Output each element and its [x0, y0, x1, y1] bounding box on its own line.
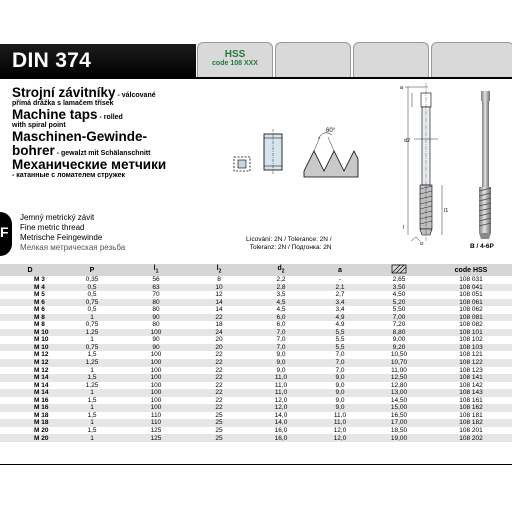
table-cell: 108 142: [459, 381, 483, 389]
table-cell: 4,9: [335, 321, 345, 329]
table-cell: 7,0: [250, 344, 312, 352]
table-cell: 2,1: [312, 284, 368, 292]
dim-l2-label: l2: [420, 241, 424, 246]
table-cell: 9,0: [276, 366, 286, 374]
table-cell: 9,0: [335, 381, 345, 389]
table-cell: 10,50: [390, 351, 408, 359]
table-cell: 108 041: [430, 284, 512, 292]
table-cell: 108 051: [459, 291, 483, 299]
table-cell: 108 081: [430, 314, 512, 322]
table-cell: M 14: [0, 374, 60, 382]
name-cz-sub: přímá drážka s lamačem třísek: [12, 100, 114, 107]
table-cell: 1,5: [87, 396, 97, 404]
table-cell: 5,20: [368, 299, 430, 307]
col-a: a: [312, 264, 368, 276]
thread-line-en: Fine metric thread: [20, 223, 85, 232]
table-cell: M 16: [34, 396, 49, 404]
table-cell: 108 143: [430, 389, 512, 397]
table-row: [0, 412, 512, 420]
table-cell: M 12: [0, 359, 60, 367]
table-cell: M 8: [34, 321, 45, 329]
table-row: [0, 351, 512, 359]
thread-line-ru: Мелкая метрическая резьба: [20, 243, 126, 252]
table-cell: 108 082: [459, 321, 483, 329]
table-row: [0, 427, 512, 435]
technical-drawing: [0, 79, 512, 260]
table-cell: 1,5: [87, 426, 97, 434]
table-cell: 110: [150, 411, 162, 419]
table-cell: 100: [150, 396, 162, 404]
table-cell: 6,0: [276, 321, 286, 329]
table-cell: 14,0: [274, 411, 288, 419]
tolerance-caption: [246, 236, 332, 252]
table-cell: 56: [152, 276, 160, 284]
table-cell: 25: [215, 411, 223, 419]
table-cell: 0,5: [87, 306, 97, 314]
table-cell: M 3: [34, 276, 45, 284]
table-cell: M 12: [34, 351, 49, 359]
table-cell: 11,0: [274, 381, 288, 389]
table-cell: 4,50: [392, 291, 406, 299]
table-cell: 100: [150, 381, 162, 389]
table-cell: 1,5: [87, 351, 97, 359]
col-p: P: [60, 264, 124, 276]
table-row: [0, 404, 512, 412]
title-bar: [0, 44, 196, 78]
tap-image: [479, 91, 491, 239]
tab-empty-2[interactable]: [353, 42, 429, 79]
table-cell: 22: [215, 396, 223, 404]
tolerance-line-1: Lícování: 2N / Tolerance: 2N /: [246, 236, 332, 243]
table-cell: 2,65: [392, 276, 406, 284]
table-cell: 5,5: [335, 336, 345, 344]
table-cell: 12,0: [333, 426, 347, 434]
table-cell: 1: [60, 314, 124, 322]
table-cell: 11,0: [250, 374, 312, 382]
thread-profile-icon: [304, 128, 358, 177]
table-cell: 11,00: [391, 366, 407, 374]
table-cell: 6,0: [250, 314, 312, 322]
name-de-suffix: - gewalzt mit Schälanschnitt: [54, 150, 151, 157]
table-cell: 1: [90, 366, 94, 374]
table-cell: 16,0: [274, 426, 288, 434]
table-cell: 0,75: [85, 321, 99, 329]
table-cell: 2,7: [335, 291, 345, 299]
table-row: [0, 389, 512, 397]
table-cell: M 14: [0, 389, 60, 397]
thread-mark: F: [0, 212, 12, 256]
table-row: [0, 344, 512, 352]
table-cell: 0,35: [85, 276, 99, 284]
table-cell: 12,0: [312, 434, 368, 442]
table-cell: 8: [217, 276, 221, 284]
table-cell: 0,5: [60, 284, 124, 292]
table-cell: 7,0: [335, 366, 345, 374]
table-body: [0, 276, 512, 442]
table-cell: 3,4: [312, 299, 368, 307]
table-cell: 5,5: [312, 344, 368, 352]
table-row: [0, 314, 512, 322]
table-cell: 16,50: [390, 411, 408, 419]
table-cell: M 6: [34, 306, 45, 314]
table-cell: 20: [188, 344, 250, 352]
table-cell: 14: [188, 299, 250, 307]
table-row: [0, 367, 512, 375]
table-cell: M 8: [0, 314, 60, 322]
table-cell: 4,5: [250, 299, 312, 307]
table-cell: 100: [124, 404, 188, 412]
table-cell: 100: [124, 389, 188, 397]
table-cell: 9,0: [312, 404, 368, 412]
table-cell: 18,50: [390, 426, 408, 434]
table-cell: M 18: [34, 411, 49, 419]
table-row: [0, 306, 512, 314]
col-l1: $l_1$: [124, 264, 188, 276]
table-cell: 7,00: [368, 314, 430, 322]
table-cell: 9,0: [335, 396, 345, 404]
table-cell: 14,50: [390, 396, 408, 404]
name-ru: Механические метчики: [12, 157, 167, 172]
table-cell: 100: [124, 329, 188, 337]
name-de-2: bohrer: [12, 143, 55, 158]
table-cell: 8,80: [368, 329, 430, 337]
table-cell: M 6: [0, 299, 60, 307]
table-cell: 25: [215, 426, 223, 434]
table-cell: 16,0: [250, 434, 312, 442]
name-en-sub: with spiral point: [12, 122, 66, 129]
table-cell: 100: [124, 374, 188, 382]
table-cell: 108 161: [459, 396, 483, 404]
table-cell: 1: [60, 404, 124, 412]
table-cell: 7,0: [335, 351, 345, 359]
table-cell: 1,5: [87, 411, 97, 419]
material-code: code 108 XXX: [212, 60, 258, 67]
table-cell: 17,00: [368, 419, 430, 427]
table-cell: 4,5: [276, 306, 286, 314]
dim-a-label: a: [400, 85, 404, 91]
table-cell: 0,5: [87, 291, 97, 299]
table-cell: 108 202: [430, 434, 512, 442]
table-row: [0, 291, 512, 299]
table-cell: 10: [188, 284, 250, 292]
table-cell: 90: [152, 336, 160, 344]
table-cell: 2,8: [250, 284, 312, 292]
table-cell: 5,50: [392, 306, 406, 314]
table-cell: 108 181: [459, 411, 483, 419]
tap-drawing: [400, 83, 448, 246]
table-cell: 22: [215, 366, 223, 374]
name-en-suffix: - rolled: [97, 114, 123, 121]
table-cell: 12,0: [274, 396, 288, 404]
table-cell: 1: [60, 434, 124, 442]
name-cz: Strojní závitníky: [12, 85, 116, 100]
table-cell: M 4: [0, 284, 60, 292]
table-cell: 108 162: [430, 404, 512, 412]
table-cell: 22: [188, 404, 250, 412]
table-cell: M 20: [0, 434, 60, 442]
square-drive-icon: [234, 157, 250, 171]
table-row: [0, 329, 512, 337]
table-cell: 108 102: [459, 336, 483, 344]
table-cell: 125: [150, 426, 162, 434]
tolerance-line-2: Toleranz: 2N / Подгонка: 2N: [249, 244, 332, 251]
table-cell: 108 123: [459, 366, 483, 374]
table-cell: 20: [215, 336, 223, 344]
table-cell: 110: [124, 419, 188, 427]
table-cell: M 16: [0, 404, 60, 412]
table-cell: 19,00: [368, 434, 430, 442]
table-cell: 63: [124, 284, 188, 292]
table-cell: 90: [124, 344, 188, 352]
table-row: [0, 419, 512, 427]
table-cell: 5,5: [312, 329, 368, 337]
table-row: [0, 276, 512, 284]
table-cell: 0,75: [60, 299, 124, 307]
form-label: B / 4-6P: [470, 243, 494, 250]
dim-l1-label: l1: [444, 208, 449, 214]
table-cell: 22: [188, 389, 250, 397]
name-cz-suffix: - válcované: [115, 92, 156, 99]
table-cell: 22: [215, 351, 223, 359]
table-cell: 100: [124, 359, 188, 367]
thread-line-cz: Jemný metrický závit: [20, 213, 95, 222]
table-cell: 2,2: [276, 276, 286, 284]
table-cell: 108 141: [430, 374, 512, 382]
table-cell: 1,5: [60, 374, 124, 382]
table-cell: 0,75: [60, 344, 124, 352]
table-cell: M 10: [0, 329, 60, 337]
table-cell: 100: [150, 351, 162, 359]
col-l2: $l_2$: [188, 264, 250, 276]
table-cell: -: [338, 276, 342, 284]
angle-label: 60°: [326, 128, 336, 134]
spec-table: [0, 264, 512, 442]
table-cell: 11,0: [312, 419, 368, 427]
table-cell: 22: [188, 374, 250, 382]
table-bottom-line: [0, 464, 512, 465]
table-row: [0, 397, 512, 405]
table-cell: 7,20: [392, 321, 406, 329]
table-cell: 1: [60, 389, 124, 397]
table-cell: M 5: [34, 291, 45, 299]
table-cell: 1,25: [85, 381, 99, 389]
table-cell: 80: [152, 306, 160, 314]
table-cell: 9,20: [368, 344, 430, 352]
tab-empty-3[interactable]: [431, 42, 512, 79]
table-row: [0, 321, 512, 329]
col-d: D: [0, 264, 60, 276]
table-cell: 14: [215, 306, 223, 314]
table-cell: 1: [60, 419, 124, 427]
table-cell: 9,0: [312, 389, 368, 397]
page-title: DIN 374: [12, 49, 92, 72]
cylinder-icon: [264, 129, 282, 175]
table-cell: 15,00: [368, 404, 430, 412]
table-cell: 10,70: [368, 359, 430, 367]
table-cell: 7,0: [312, 359, 368, 367]
table-cell: 11,0: [250, 389, 312, 397]
table-row: [0, 382, 512, 390]
table-cell: M 18: [0, 419, 60, 427]
table-cell: 24: [188, 329, 250, 337]
table-cell: 14,0: [250, 419, 312, 427]
table-cell: 108 061: [430, 299, 512, 307]
table-cell: 13,00: [368, 389, 430, 397]
table-cell: 22: [188, 359, 250, 367]
name-de-1: Maschinen-Gewinde-: [12, 129, 148, 144]
table-cell: 90: [124, 314, 188, 322]
table-cell: 12,0: [250, 404, 312, 412]
table-cell: 108 121: [459, 351, 483, 359]
table-cell: 3,4: [335, 306, 345, 314]
table-cell: 100: [150, 366, 162, 374]
header: [0, 44, 512, 78]
table-cell: 108 101: [430, 329, 512, 337]
table-cell: 108 103: [430, 344, 512, 352]
thread-line-de: Metrische Feingewinde: [20, 233, 103, 242]
table-row: [0, 336, 512, 344]
tab-empty-1[interactable]: [275, 42, 351, 79]
table-cell: M 10: [0, 344, 60, 352]
tab-hss[interactable]: [197, 42, 273, 79]
table-cell: 12,80: [390, 381, 408, 389]
table-cell: 25: [188, 434, 250, 442]
table-row: [0, 299, 512, 307]
table-cell: 11,0: [333, 411, 347, 419]
table-cell: 9,0: [276, 351, 286, 359]
table-row: [0, 359, 512, 367]
table-cell: 125: [124, 434, 188, 442]
table-cell: 108 062: [459, 306, 483, 314]
table-row: [0, 284, 512, 292]
table-cell: 108 182: [430, 419, 512, 427]
drill-size-icon: [389, 264, 409, 274]
name-en: Machine taps: [12, 107, 98, 122]
table-cell: 3,50: [368, 284, 430, 292]
table-cell: 1,25: [60, 329, 124, 337]
table-cell: 80: [152, 321, 160, 329]
table-cell: 108 201: [459, 426, 483, 434]
dim-d2-label: d2: [404, 138, 411, 144]
table-cell: M 12: [34, 366, 49, 374]
table-cell: 22: [188, 314, 250, 322]
table-cell: 12,50: [368, 374, 430, 382]
table-cell: 4,9: [312, 314, 368, 322]
table-cell: 80: [124, 299, 188, 307]
dim-l-label: l: [403, 225, 405, 231]
table-cell: M 20: [34, 426, 49, 434]
table-cell: 12: [215, 291, 223, 299]
table-cell: 9,00: [392, 336, 406, 344]
table-cell: 3,5: [276, 291, 286, 299]
table-row: [0, 434, 512, 442]
table-cell: M 14: [34, 381, 49, 389]
col-d2: $d_2$: [250, 264, 312, 276]
table-cell: 108 122: [430, 359, 512, 367]
table-cell: 9,0: [250, 359, 312, 367]
table-cell: 9,0: [312, 374, 368, 382]
table-cell: 70: [152, 291, 160, 299]
table-cell: M 10: [34, 336, 49, 344]
table-cell: 25: [188, 419, 250, 427]
material-label: HSS: [224, 49, 246, 60]
table-row: [0, 374, 512, 382]
table-cell: 7,0: [276, 336, 286, 344]
table-cell: 1,25: [60, 359, 124, 367]
table-cell: 18: [215, 321, 223, 329]
table-cell: 7,0: [250, 329, 312, 337]
table-cell: 1: [90, 336, 94, 344]
table-cell: 22: [215, 381, 223, 389]
table-cell: 108 031: [459, 276, 483, 284]
table-header-row: [0, 264, 512, 276]
col-code: code HSS: [430, 264, 512, 276]
col-drill-icon: [368, 264, 430, 276]
name-ru-sub: - катанные с ломателем стружек: [12, 172, 125, 179]
